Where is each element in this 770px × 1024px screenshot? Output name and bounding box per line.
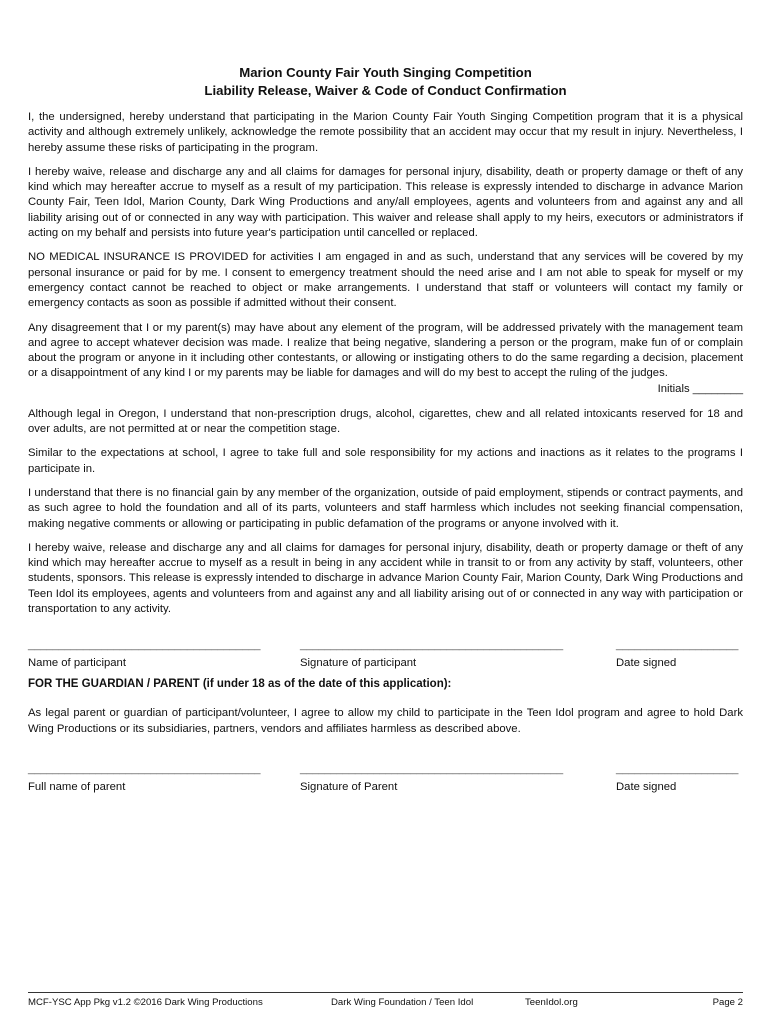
footer-page-number: Page 2: [712, 997, 743, 1008]
footer-version: MCF-YSC App Pkg v1.2 ©2016 Dark Wing Productions: [28, 997, 263, 1008]
paragraph-disagreement: Any disagreement that I or my parent(s) may have about any element of the program, will be addressed privately with the management team and agree to accept whatever decision was made. I realize that being negative, slandering a person or the program, make fun of or complain about the program or anyone in it including other contestants, or allowing or instigating others to do the same regarding a decision, placement or a disappointment of any kind I or my parents may be liable for damages and will do my best to accept the ruling of the judges.: [28, 321, 743, 380]
paragraph-responsibility: Similar to the expectations at school, I agree to take full and sole responsibility for my actions and inactions as it relates to the programs I participate in.: [28, 447, 743, 475]
title-line-2: Liability Release, Waiver & Code of Conduct Confirmation: [204, 83, 567, 98]
participant-name-label: Name of participant: [28, 657, 126, 670]
footer-organization: Dark Wing Foundation / Teen Idol: [331, 997, 474, 1008]
parent-signature-field[interactable]: [300, 763, 563, 795]
guardian-consent-text: As legal parent or guardian of participant/volunteer, I agree to allow my child to participate in the Teen Idol program and agree to hold Dark Wing Productions or its subsidiaries, partners, vendors and affiliates harmless as described above.: [28, 707, 743, 735]
parent-name-label: Full name of parent: [28, 780, 126, 793]
title-line-1: Marion County Fair Youth Singing Competition: [239, 65, 532, 80]
signature-line: ___________________________________________: [300, 639, 564, 652]
parent-date-label: Date signed: [616, 780, 677, 793]
participant-signature-row: [28, 639, 743, 669]
page-footer: [28, 992, 743, 1009]
participant-name-field[interactable]: [28, 639, 260, 671]
parent-name-field[interactable]: [28, 763, 260, 795]
parent-signature-label: Signature of Parent: [300, 780, 398, 793]
paragraph-transit-waiver: I hereby waive, release and discharge any and all claims for damages for personal injury, disability, death or property damage or theft of any kind which may hereafter accrue to myself as a result in being in any accident while in transit to or from any activity by staff, volunteers, other students, sponsors. This release is expressly intended to discharge in advance Marion County Fair, Marion County, Dark Wing Productions and Teen Idol its employees, agents and volunteers from and against any and all liability arising out of or connected in any way with participation or transportation to any activity.: [28, 541, 743, 616]
paragraph-financial-gain: I understand that there is no financial gain by any member of the organization, outside of paid employment, stipends or contract payments, and as such agree to hold the foundation and all of its parts, volunteers and staff harmless which includes not seeking financial compensation, making negative comments or allowing or participating in public defamation of the programs or anyone involved with it.: [28, 486, 743, 530]
paragraph-intoxicants: Although legal in Oregon, I understand that non-prescription drugs, alcohol, cigarettes, chew and all related intoxicants reserved for 18 and over adults, are not permitted at or near the competition stage.: [28, 407, 743, 436]
participant-date-label: Date signed: [616, 657, 677, 670]
footer-website: TeenIdol.org: [525, 997, 578, 1008]
signature-line: ______________________________________: [28, 762, 261, 775]
participant-signature-field[interactable]: [300, 639, 563, 671]
paragraph-assume-risk: I, the undersigned, hereby understand that participating in the Marion County Fair Youth Singing Competition program that it is a physical activity and although extremely unlikely, acknowledge the remote possibility that an accident may occur that my result in injury. Nevertheless, I hereby assume these risks of participating in the program.: [28, 111, 743, 154]
document-title: [28, 64, 743, 100]
paragraph-medical-insurance: NO MEDICAL INSURANCE IS PROVIDED for activities I am engaged in and as such, understand that any services will be covered by my personal insurance or paid for by me. I consent to emergency treatment should the need arise and I am not able to speak for myself or my emergency contact cannot be reached to object or make arrangements. I understand that staff or volunteers will contact my family or emergency contacts as soon as possible if admitted without their consent.: [28, 251, 743, 310]
signature-line: ______________________________________: [28, 639, 261, 652]
signature-line: ____________________: [616, 762, 739, 775]
parent-signature-row: [28, 763, 743, 793]
signature-line: ____________________: [616, 639, 739, 652]
participant-signature-label: Signature of participant: [300, 657, 417, 670]
signature-line: ___________________________________________: [300, 762, 564, 775]
initials-field[interactable]: Initials ________: [657, 382, 743, 395]
guardian-heading: FOR THE GUARDIAN / PARENT (if under 18 as of the date of this application):: [28, 678, 452, 691]
document-page: [28, 64, 743, 793]
participant-date-field[interactable]: [616, 639, 738, 671]
parent-date-field[interactable]: [616, 763, 738, 795]
paragraph-waiver: I hereby waive, release and discharge any and all claims for damages for personal injury, disability, death or property damage or theft of any kind which may hereafter accrue to myself as a result of my participation. This release is expressly intended to discharge in advance Marion County Fair, Teen Idol, Marion County, Dark Wing Productions and any/all employees, agents and volunteers from and against any and all liability arising out of or connected in any way with participation. This waiver and release shall apply to my heirs, executors or administrators if acting on my behalf and persists into future year's participation until cancelled or replaced.: [28, 165, 743, 240]
